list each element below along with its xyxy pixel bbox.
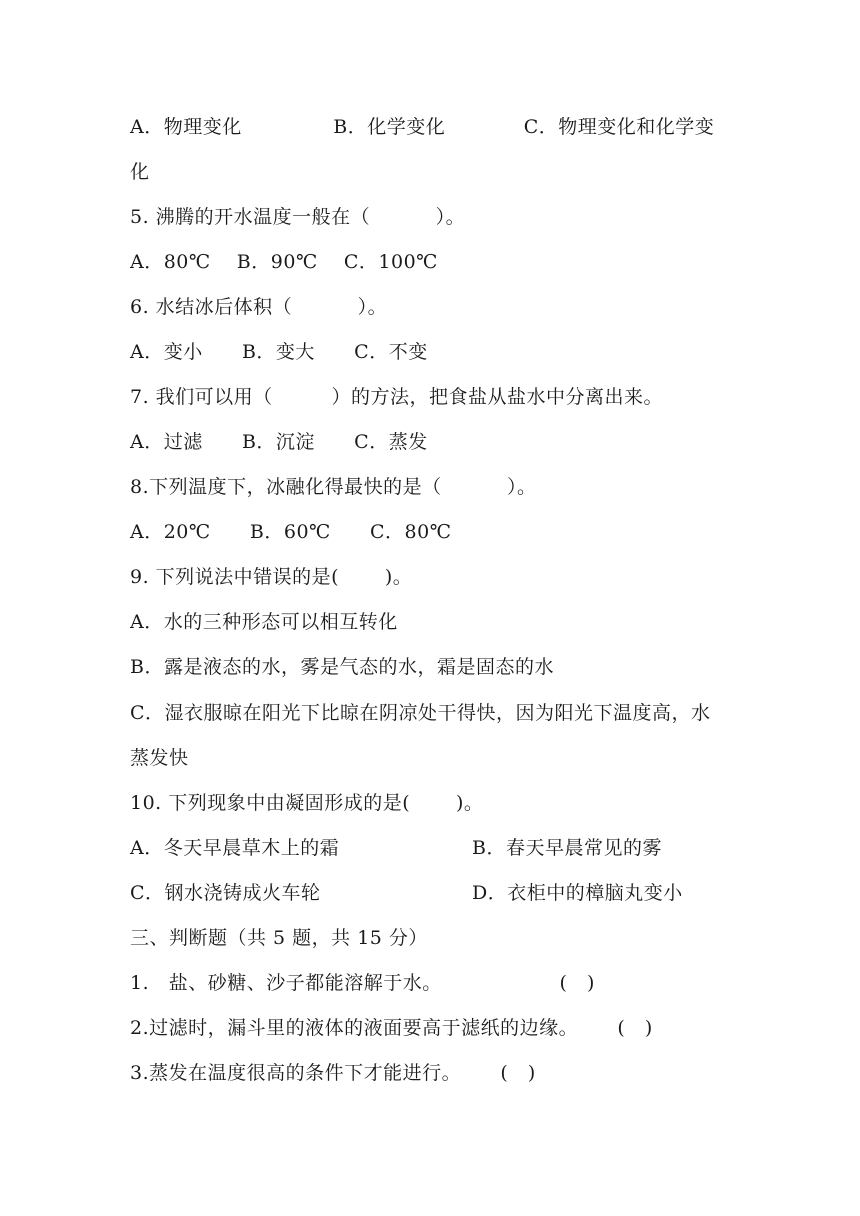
q6-question: 6. 水结冰后体积（ ）。 (130, 296, 388, 318)
tf-question-2: 2.过滤时，漏斗里的液体的液面要高于滤纸的边缘。 ( ) (130, 1017, 653, 1039)
q9-option-b: B．露是液态的水，雾是气态的水，霜是固态的水 (130, 656, 554, 678)
section-heading: 三、判断题（共 5 题，共 15 分） (130, 927, 428, 949)
q7-options: A．过滤 B．沉淀 C．蒸发 (130, 431, 428, 453)
q8-question: 8.下列温度下，冰融化得最快的是（ ）。 (130, 476, 537, 498)
q10-option-c: C．钢水浇铸成火车轮 (130, 882, 321, 904)
tf-question-1: 1. 盐、砂糖、沙子都能溶解于水。 ( ) (130, 972, 595, 994)
q5-options: A．80℃ B．90℃ C．100℃ (130, 251, 438, 273)
q4-options: A．物理变化 B．化学变化 C．物理变化和化学变 (130, 116, 715, 138)
q10-question: 10. 下列现象中由凝固形成的是( )。 (130, 792, 484, 814)
q9-option-c: C．湿衣服晾在阳光下比晾在阴凉处干得快，因为阳光下温度高，水 (130, 702, 711, 724)
q10-option-d: D．衣柜中的樟脑丸变小 (472, 882, 683, 904)
q5-question: 5. 沸腾的开水温度一般在（ ）。 (130, 206, 466, 228)
q4-options-cont: 化 (130, 161, 150, 183)
tf-question-3: 3.蒸发在温度很高的条件下才能进行。 ( ) (130, 1062, 536, 1084)
q10-option-b: B．春天早晨常见的雾 (472, 837, 662, 859)
q8-options: A．20℃ B．60℃ C．80℃ (130, 521, 452, 543)
q7-question: 7. 我们可以用（ ）的方法，把食盐从盐水中分离出来。 (130, 386, 664, 408)
q9-option-a: A．水的三种形态可以相互转化 (130, 611, 398, 633)
q6-options: A．变小 B．变大 C．不变 (130, 341, 428, 363)
q9-option-c-cont: 蒸发快 (130, 747, 189, 769)
q10-option-a: A．冬天早晨草木上的霜 (130, 837, 340, 859)
q9-question: 9. 下列说法中错误的是( )。 (130, 566, 413, 588)
